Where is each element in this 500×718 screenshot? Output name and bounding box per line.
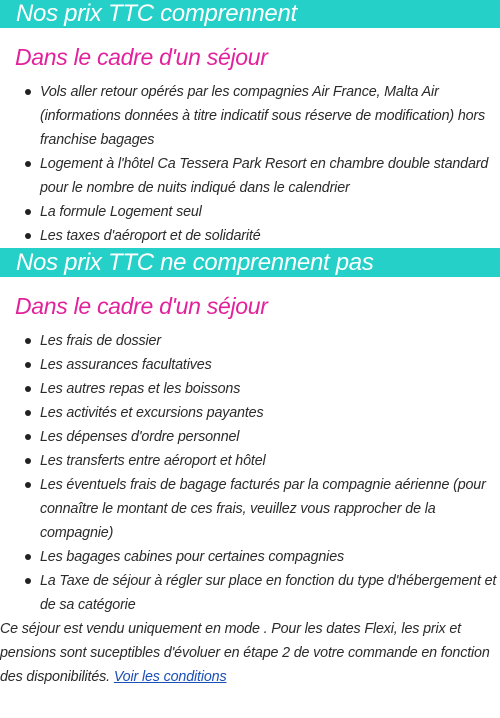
list-item xyxy=(0,224,500,248)
bullet-icon xyxy=(25,209,31,215)
list-item-text: Les éventuels frais de bagage facturés par la compagnie aérienne (pour connaître le montant de ces frais, veuillez vous rapprocher de la compagnie) xyxy=(40,477,486,541)
list-item xyxy=(0,377,500,401)
bullet-icon xyxy=(25,161,31,167)
list-item-text: La Taxe de séjour à régler sur place en fonction du type d'hébergement et de sa catégorie xyxy=(40,573,497,613)
bullet-icon xyxy=(25,554,31,560)
conditions-note xyxy=(0,617,500,689)
list-item xyxy=(0,401,500,425)
excluded-subheading: Dans le cadre d'un séjour xyxy=(15,293,268,319)
list-item-text: Les frais de dossier xyxy=(40,333,161,349)
conditions-note-text: Ce séjour est vendu uniquement en mode . Pour les dates Flexi, les prix et pensions sont suceptibles d'évoluer en étape 2 de votre commande en fonction des disponibilités. xyxy=(0,621,490,685)
list-item xyxy=(0,545,500,569)
bullet-icon xyxy=(25,233,31,239)
bullet-icon xyxy=(25,482,31,488)
list-item xyxy=(0,473,500,545)
bullet-icon xyxy=(25,362,31,368)
list-item-text: Les assurances facultatives xyxy=(40,357,212,373)
list-item xyxy=(0,329,500,353)
bullet-icon xyxy=(25,458,31,464)
list-item-text: Logement à l'hôtel Ca Tessera Park Resort en chambre double standard pour le nombre de nuits indiqué dans le calendrier xyxy=(40,156,489,196)
list-item-text: Les bagages cabines pour certaines compagnies xyxy=(40,549,345,565)
list-item xyxy=(0,425,500,449)
list-item-text: Les transferts entre aéroport et hôtel xyxy=(40,453,266,469)
list-item xyxy=(0,80,500,152)
list-item xyxy=(0,449,500,473)
included-subheading: Dans le cadre d'un séjour xyxy=(15,44,268,70)
list-item xyxy=(0,152,500,200)
bullet-icon xyxy=(25,578,31,584)
bullet-icon xyxy=(25,434,31,440)
excluded-banner: Nos prix TTC ne comprennent pas xyxy=(0,248,500,277)
bullet-icon xyxy=(25,410,31,416)
list-item xyxy=(0,200,500,224)
list-item-text: Les dépenses d'ordre personnel xyxy=(40,429,240,445)
bullet-icon xyxy=(25,386,31,392)
bullet-icon xyxy=(25,338,31,344)
list-item-text: Vols aller retour opérés par les compagnies Air France, Malta Air (informations données à titre indicatif sous réserve de modification) hors franchise bagages xyxy=(40,84,486,148)
conditions-link[interactable]: Voir les conditions xyxy=(113,669,227,685)
list-item-text: Les taxes d'aéroport et de solidarité xyxy=(40,228,261,244)
list-item-text: Les activités et excursions payantes xyxy=(40,405,264,421)
bullet-icon xyxy=(25,89,31,95)
included-banner: Nos prix TTC comprennent xyxy=(0,0,500,28)
excluded-list xyxy=(0,329,500,617)
list-item-text: La formule Logement seul xyxy=(40,204,202,220)
included-list xyxy=(0,80,500,248)
list-item xyxy=(0,353,500,377)
list-item-text: Les autres repas et les boissons xyxy=(40,381,241,397)
list-item xyxy=(0,569,500,617)
